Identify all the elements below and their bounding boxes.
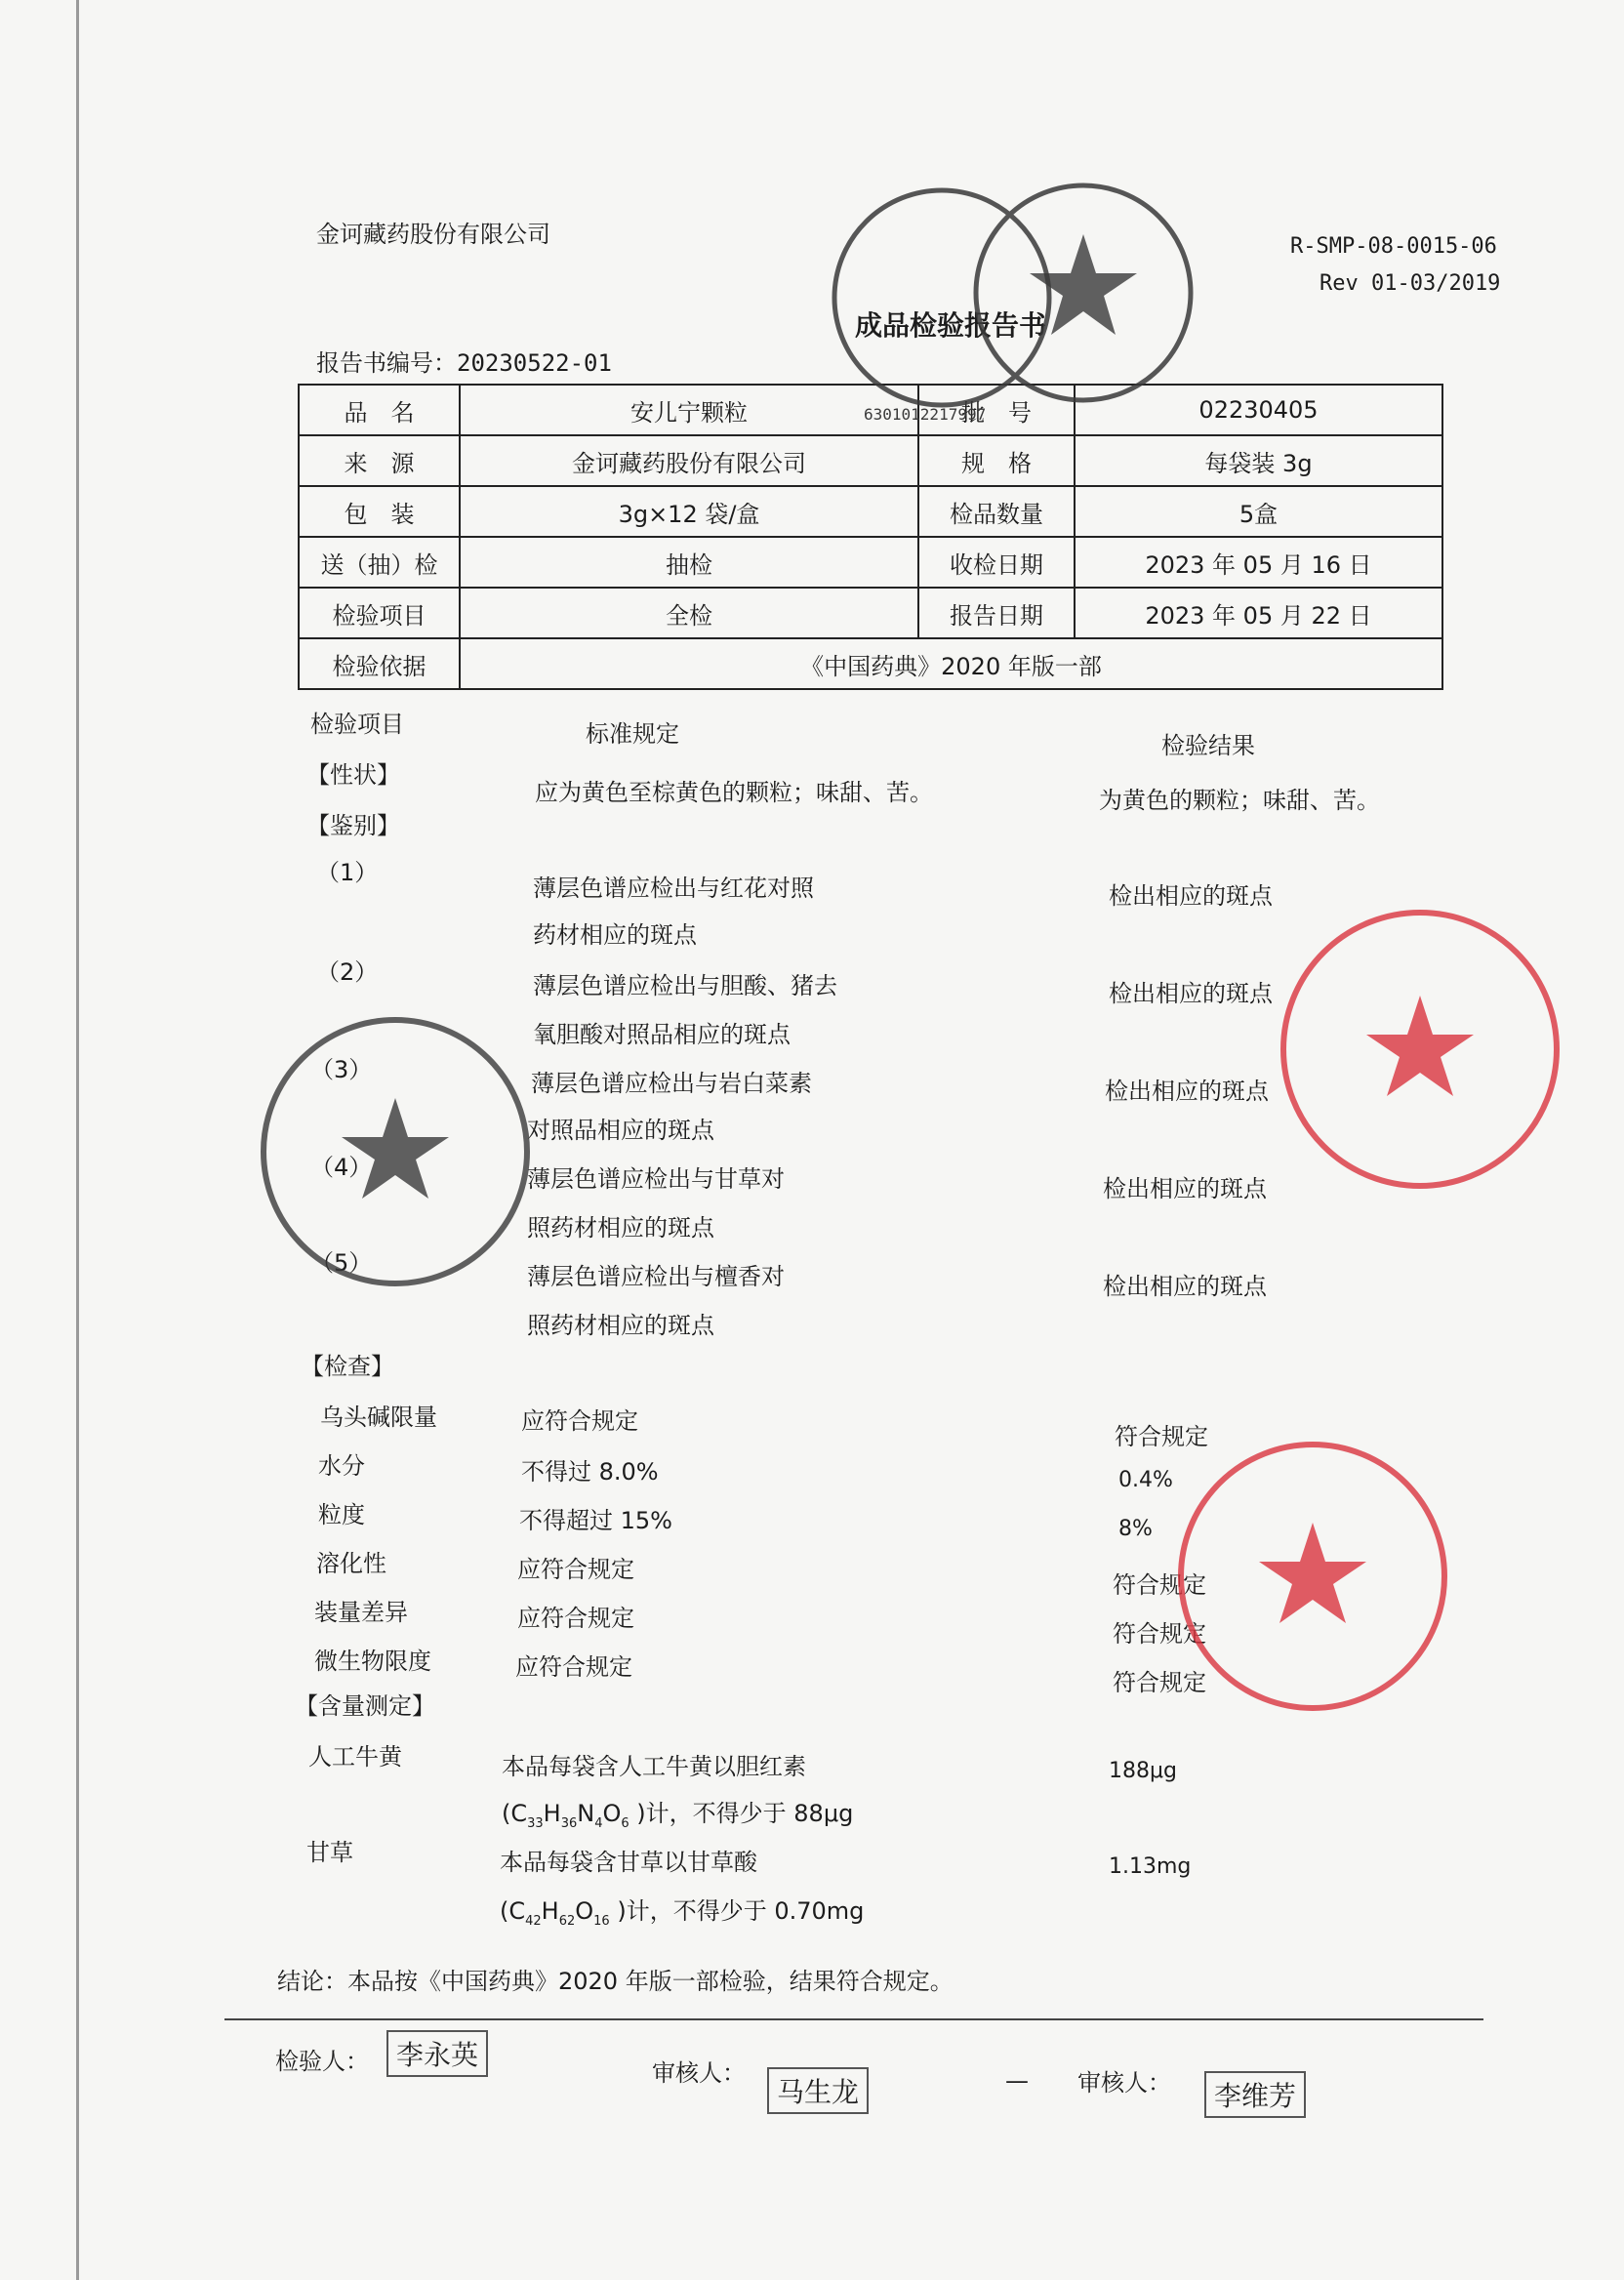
conclusion-rule (224, 2018, 1483, 2020)
assay-1-name: 人工牛黄 (308, 1743, 402, 1771)
report-number (316, 344, 612, 378)
appearance-standard: 应为黄色至棕黄色的颗粒；味甜、苦。 (535, 779, 933, 806)
ident-2-result: 检出相应的斑点 (1109, 980, 1273, 1007)
reviewer-label: 审核人： (652, 2059, 746, 2087)
check-6-standard: 应符合规定 (515, 1653, 632, 1681)
ident-1-result: 检出相应的斑点 (1109, 882, 1273, 910)
ident-3-line1: 薄层色谱应检出与岩白菜素 (531, 1070, 812, 1097)
check-4-name: 溶化性 (316, 1550, 386, 1577)
ident-2-line2: 氧胆酸对照品相应的斑点 (533, 1021, 791, 1048)
company-name: 金诃藏药股份有限公司 (316, 221, 550, 248)
report-date-label: 报告日期 (918, 588, 1075, 638)
approver-signature: 李维芳 (1204, 2071, 1306, 2118)
col-result: 检验结果 (1161, 732, 1255, 759)
ident-2-line1: 薄层色谱应检出与胆酸、猪去 (533, 972, 837, 999)
ident-2-num: （2） (316, 958, 379, 986)
product-value: 安儿宁颗粒 (460, 385, 918, 435)
package-label: 包 装 (299, 486, 460, 537)
qty-label: 检品数量 (918, 486, 1075, 537)
basis-value: 《中国药典》2020 年版一部 (460, 638, 1442, 689)
customer-seal-red-1 (1269, 898, 1571, 1201)
ident-3-line2: 对照品相应的斑点 (527, 1117, 714, 1144)
customer-seal-gray (249, 1005, 542, 1298)
check-1-result: 符合规定 (1115, 1423, 1208, 1450)
check-2-standard: 不得过 8.0% (521, 1458, 659, 1486)
svg-text:6301012217997: 6301012217997 (864, 405, 987, 424)
ident-1-line1: 薄层色谱应检出与红花对照 (533, 875, 814, 902)
report-number-label: 报告书编号： (316, 349, 457, 377)
source-value: 金诃藏药股份有限公司 (460, 435, 918, 486)
sampling-label: 送（抽）检 (299, 537, 460, 588)
batch-label: 批 号 (918, 385, 1075, 435)
ident-5-line2: 照药材相应的斑点 (527, 1312, 714, 1339)
assay-2-line1: 本品每袋含甘草以甘草酸 (500, 1849, 757, 1876)
qty-value: 5盒 (1075, 486, 1442, 537)
report-number-value: 20230522-01 (457, 349, 612, 377)
ident-4-num: （4） (310, 1154, 373, 1181)
assay-1-result: 188μg (1109, 1759, 1177, 1783)
check-5-result: 符合规定 (1113, 1620, 1206, 1648)
ident-5-line1: 薄层色谱应检出与檀香对 (527, 1263, 785, 1290)
section-checks: 【检查】 (301, 1353, 394, 1380)
report-title: 成品检验报告书 (855, 309, 1047, 342)
doc-rev: Rev 01-03/2019 (1320, 271, 1501, 296)
conclusion: 结论：本品按《中国药典》2020 年版一部检验，结果符合规定。 (277, 1968, 954, 1995)
section-appearance: 【性状】 (306, 761, 400, 789)
ident-1-line2: 药材相应的斑点 (533, 921, 697, 949)
customer-seal-red-2 (1166, 1430, 1459, 1723)
assay-1-formula: ($C_{33}H_{36}N_4O_6$ )计，不得少于 88μg (502, 1800, 854, 1831)
assay-1-line1: 本品每袋含人工牛黄以胆红素 (502, 1753, 806, 1780)
check-4-standard: 应符合规定 (517, 1556, 634, 1583)
ident-1-num: （1） (316, 859, 379, 886)
inspector-signature: 李永英 (386, 2030, 488, 2077)
assay-2-formula: ($C_{42}H_{62}O_{16}$ )计，不得少于 0.70mg (500, 1897, 865, 1929)
ident-4-result: 检出相应的斑点 (1103, 1175, 1267, 1202)
check-4-result: 符合规定 (1113, 1571, 1206, 1599)
product-label: 品 名 (299, 385, 460, 435)
check-3-name: 粒度 (318, 1501, 365, 1528)
ident-3-result: 检出相应的斑点 (1105, 1078, 1269, 1105)
basis-label: 检验依据 (299, 638, 460, 689)
check-2-result: 0.4% (1118, 1468, 1173, 1492)
item-value: 全检 (460, 588, 918, 638)
sampling-value: 抽检 (460, 537, 918, 588)
appearance-result: 为黄色的颗粒；味甜、苦。 (1099, 787, 1380, 814)
col-item: 检验项目 (310, 711, 404, 738)
check-1-name: 乌头碱限量 (320, 1404, 437, 1431)
spec-label: 规 格 (918, 435, 1075, 486)
section-identification: 【鉴别】 (306, 812, 400, 839)
reviewer-signature: 马生龙 (767, 2067, 869, 2114)
check-2-name: 水分 (318, 1452, 365, 1480)
package-value: 3g×12 袋/盒 (460, 486, 918, 537)
approver-label: 审核人： (1077, 2069, 1171, 2097)
col-standard: 标准规定 (586, 720, 679, 748)
item-label: 检验项目 (299, 588, 460, 638)
assay-2-name: 甘草 (306, 1839, 353, 1866)
signature-dash: — (1005, 2067, 1029, 2095)
source-label: 来 源 (299, 435, 460, 486)
ident-3-num: （3） (310, 1056, 373, 1083)
check-6-result: 符合规定 (1113, 1669, 1206, 1696)
assay-2-result: 1.13mg (1109, 1854, 1192, 1879)
check-3-result: 8% (1118, 1517, 1153, 1541)
check-5-standard: 应符合规定 (517, 1605, 634, 1632)
receive-date-value: 2023 年 05 月 16 日 (1075, 537, 1442, 588)
doc-code: R-SMP-08-0015-06 (1290, 234, 1497, 259)
report-date-value: 2023 年 05 月 22 日 (1075, 588, 1442, 638)
company-qc-seal (825, 181, 1210, 449)
check-6-name: 微生物限度 (314, 1648, 431, 1675)
check-3-standard: 不得超过 15% (519, 1507, 672, 1534)
ident-5-result: 检出相应的斑点 (1103, 1273, 1267, 1300)
batch-value: 02230405 (1075, 385, 1442, 435)
section-assay: 【含量测定】 (295, 1692, 435, 1720)
receive-date-label: 收检日期 (918, 537, 1075, 588)
check-1-standard: 应符合规定 (521, 1407, 638, 1435)
inspector-label: 检验人： (275, 2048, 369, 2075)
ident-4-line1: 薄层色谱应检出与甘草对 (527, 1165, 785, 1193)
ident-5-num: （5） (310, 1249, 373, 1277)
scan-edge (76, 0, 79, 2280)
spec-value: 每袋装 3g (1075, 435, 1442, 486)
check-5-name: 装量差异 (314, 1599, 408, 1626)
ident-4-line2: 照药材相应的斑点 (527, 1214, 714, 1242)
